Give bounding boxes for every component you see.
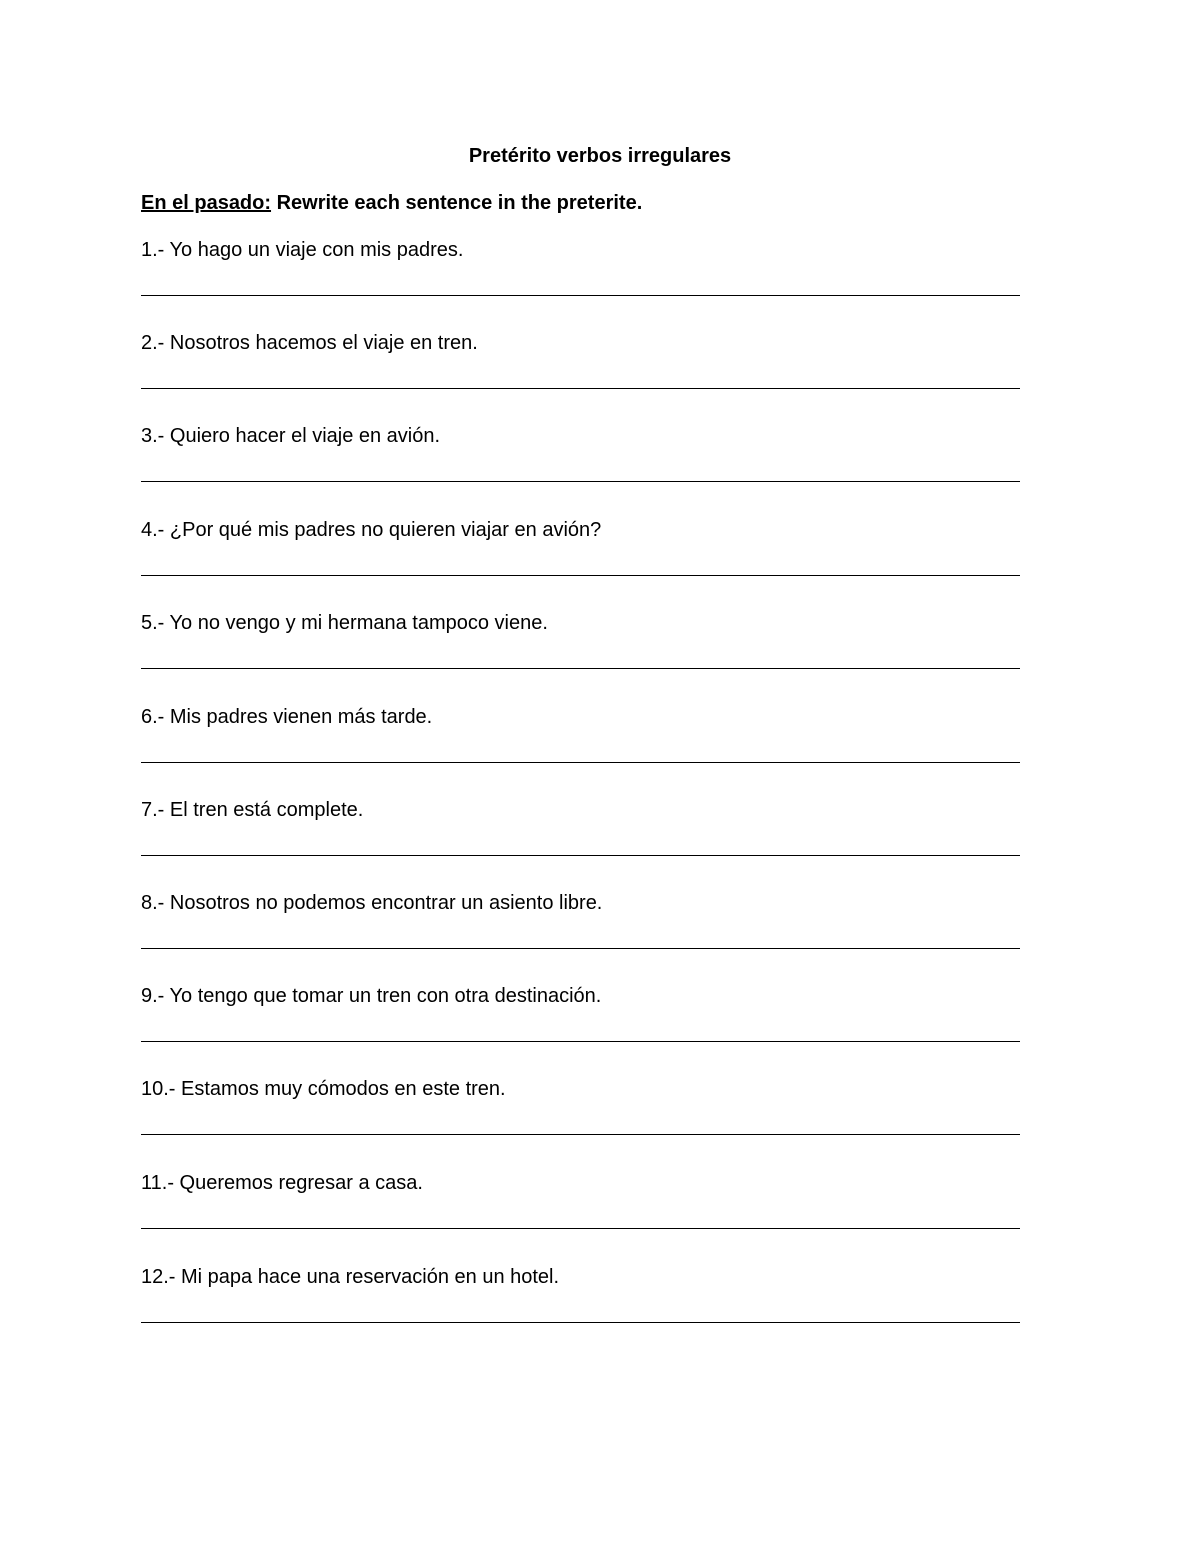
exercise-sentence: 12.- Mi papa hace una reservación en un hotel.: [141, 1266, 560, 1288]
exercise-item-12: [141, 1264, 1020, 1290]
exercise-sentence: 5.- Yo no vengo y mi hermana tampoco viene.: [141, 612, 548, 634]
exercise-item-2: [141, 330, 1020, 356]
exercise-item-11: [141, 1170, 1020, 1196]
exercise-item-5: [141, 610, 1020, 636]
answer-line[interactable]: [141, 1322, 1020, 1323]
answer-line[interactable]: [141, 295, 1020, 296]
answer-line[interactable]: [141, 948, 1020, 949]
exercise-item-9: [141, 983, 1020, 1009]
exercise-sentence: 7.- El tren está complete.: [141, 799, 364, 821]
answer-line[interactable]: [141, 1228, 1020, 1229]
exercise-item-6: [141, 704, 1020, 730]
answer-line[interactable]: [141, 575, 1020, 576]
exercise-item-8: [141, 890, 1020, 916]
exercise-sentence: 3.- Quiero hacer el viaje en avión.: [141, 425, 441, 447]
answer-line[interactable]: [141, 388, 1020, 389]
exercise-sentence: 4.- ¿Por qué mis padres no quieren viajar en avión?: [141, 519, 602, 541]
exercise-sentence: 10.- Estamos muy cómodos en este tren.: [141, 1078, 506, 1100]
exercise-item-1: [141, 237, 1020, 263]
worksheet-title: Pretérito verbos irregulares: [468, 145, 732, 167]
exercise-sentence: 8.- Nosotros no podemos encontrar un asiento libre.: [141, 892, 603, 914]
exercise-sentence: 9.- Yo tengo que tomar un tren con otra destinación.: [141, 985, 602, 1007]
answer-line[interactable]: [141, 1041, 1020, 1042]
exercise-item-10: [141, 1076, 1020, 1102]
exercise-item-3: [141, 423, 1020, 449]
exercise-sentence: 6.- Mis padres vienen más tarde.: [141, 706, 433, 728]
answer-line[interactable]: [141, 481, 1020, 482]
instructions-text: Rewrite each sentence in the preterite.: [271, 192, 643, 214]
instructions: [141, 190, 642, 216]
exercise-sentence: 1.- Yo hago un viaje con mis padres.: [141, 239, 464, 261]
answer-line[interactable]: [141, 1134, 1020, 1135]
instructions-label: En el pasado:: [141, 192, 272, 214]
answer-line[interactable]: [141, 762, 1020, 763]
exercise-item-4: [141, 517, 1020, 543]
answer-line[interactable]: [141, 855, 1020, 856]
exercise-sentence: 2.- Nosotros hacemos el viaje en tren.: [141, 332, 478, 354]
exercise-sentence: 11.- Queremos regresar a casa.: [141, 1172, 423, 1194]
answer-line[interactable]: [141, 668, 1020, 669]
exercise-item-7: [141, 797, 1020, 823]
